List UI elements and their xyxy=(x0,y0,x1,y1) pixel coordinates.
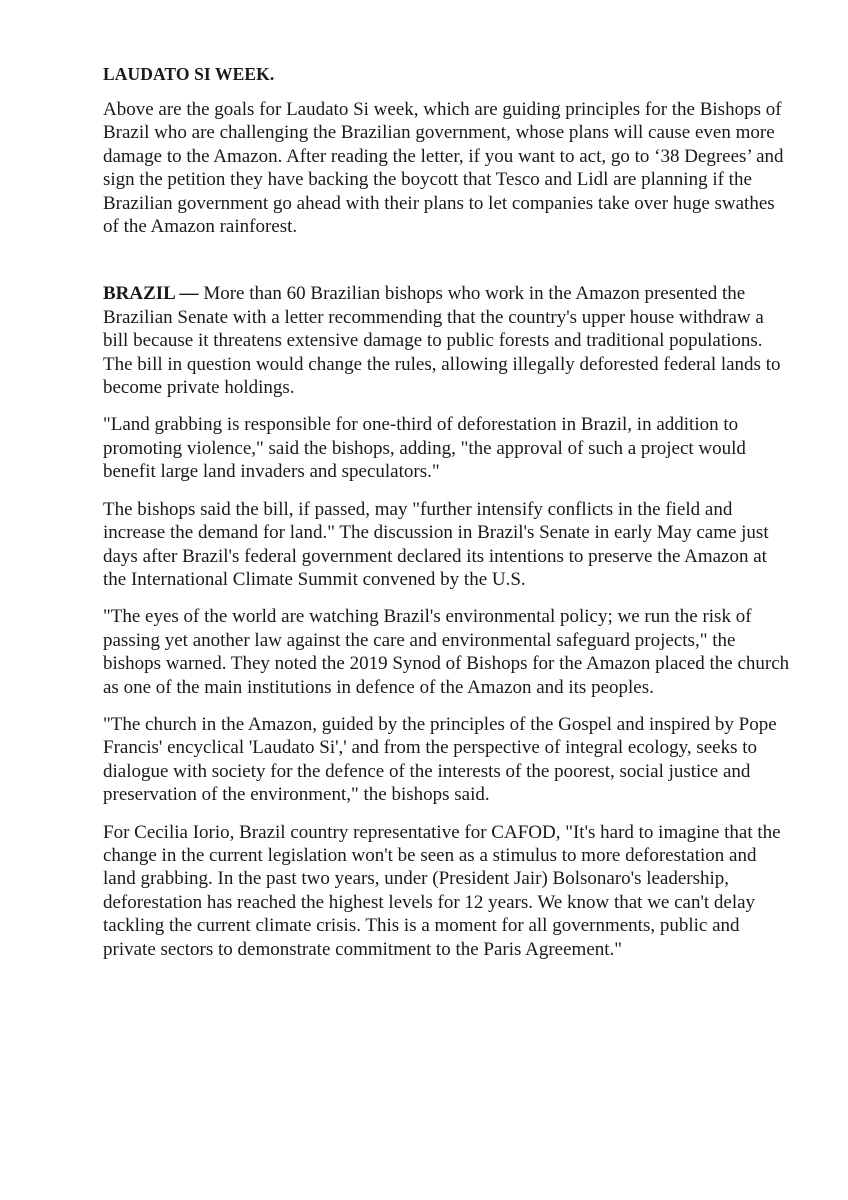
article-paragraph-2: "Land grabbing is responsible for one-third of deforestation in Brazil, in addition to promoting violence," said the bishops, adding, "the approval of such a project would benefit large land invaders and speculators." xyxy=(103,414,746,483)
article-paragraph-1-text: More than 60 Brazilian bishops who work in the Amazon presented the Brazilian Senate with a letter recommending that the country's upper house withdraw a bill because it threatens extensive damage to public forests and traditional populations. The bill in question would change the rules, allowing illegally deforested federal lands to become private holdings. xyxy=(103,283,781,399)
article-paragraph-6: For Cecilia Iorio, Brazil country representative for CAFOD, "It's hard to imagine that the change in the current legislation won't be seen as a stimulus to more deforestation and land grabbing. In the past two years, under (President Jair) Bolsonaro's leadership, deforestation has reached the highest levels for 12 years. We know that we can't delay tackling the current climate crisis. This is a moment for all governments, public and private sectors to demonstrate commitment to the Paris Agreement." xyxy=(103,821,781,960)
article-paragraph-3: The bishops said the bill, if passed, may "further intensify conflicts in the field and increase the demand for land." The discussion in Brazil's Senate in early May came just days after Brazil's federal government declared its intentions to preserve the Amazon at the International Climate Summit convened by the U.S. xyxy=(103,498,769,590)
intro-paragraph: Above are the goals for Laudato Si week, which are guiding principles for the Bishops of Brazil who are challenging the Brazilian government, whose plans will cause even more damage to the Amazon. After reading the letter, if you want to act, go to ‘38 Degrees’ and sign the petition they have backing the boycott that Tesco and Lidl are planning if the Brazilian government go ahead with their plans to let companies take over huge swathes of the Amazon rainforest. xyxy=(103,99,784,238)
article-paragraph-4: "The eyes of the world are watching Brazil's environmental policy; we run the risk of passing yet another law against the care and environmental safeguard projects," the bishops warned. They noted the 2019 Synod of Bishops for the Amazon placed the church as one of the main institutions in defence of the Amazon and its peoples. xyxy=(103,606,790,698)
article-paragraph-1 xyxy=(103,282,793,399)
article-dateline: BRAZIL — xyxy=(103,283,199,305)
document-page xyxy=(103,62,793,975)
document-heading: LAUDATO SI WEEK. xyxy=(103,64,275,84)
section-spacer xyxy=(103,238,793,282)
article-paragraph-5: "The church in the Amazon, guided by the principles of the Gospel and inspired by Pope Francis' encyclical 'Laudato Si',' and from the perspective of integral ecology, seeks to dialogue with society for the defence of the interests of the poorest, social justice and preservation of the environment," the bishops said. xyxy=(103,713,777,806)
